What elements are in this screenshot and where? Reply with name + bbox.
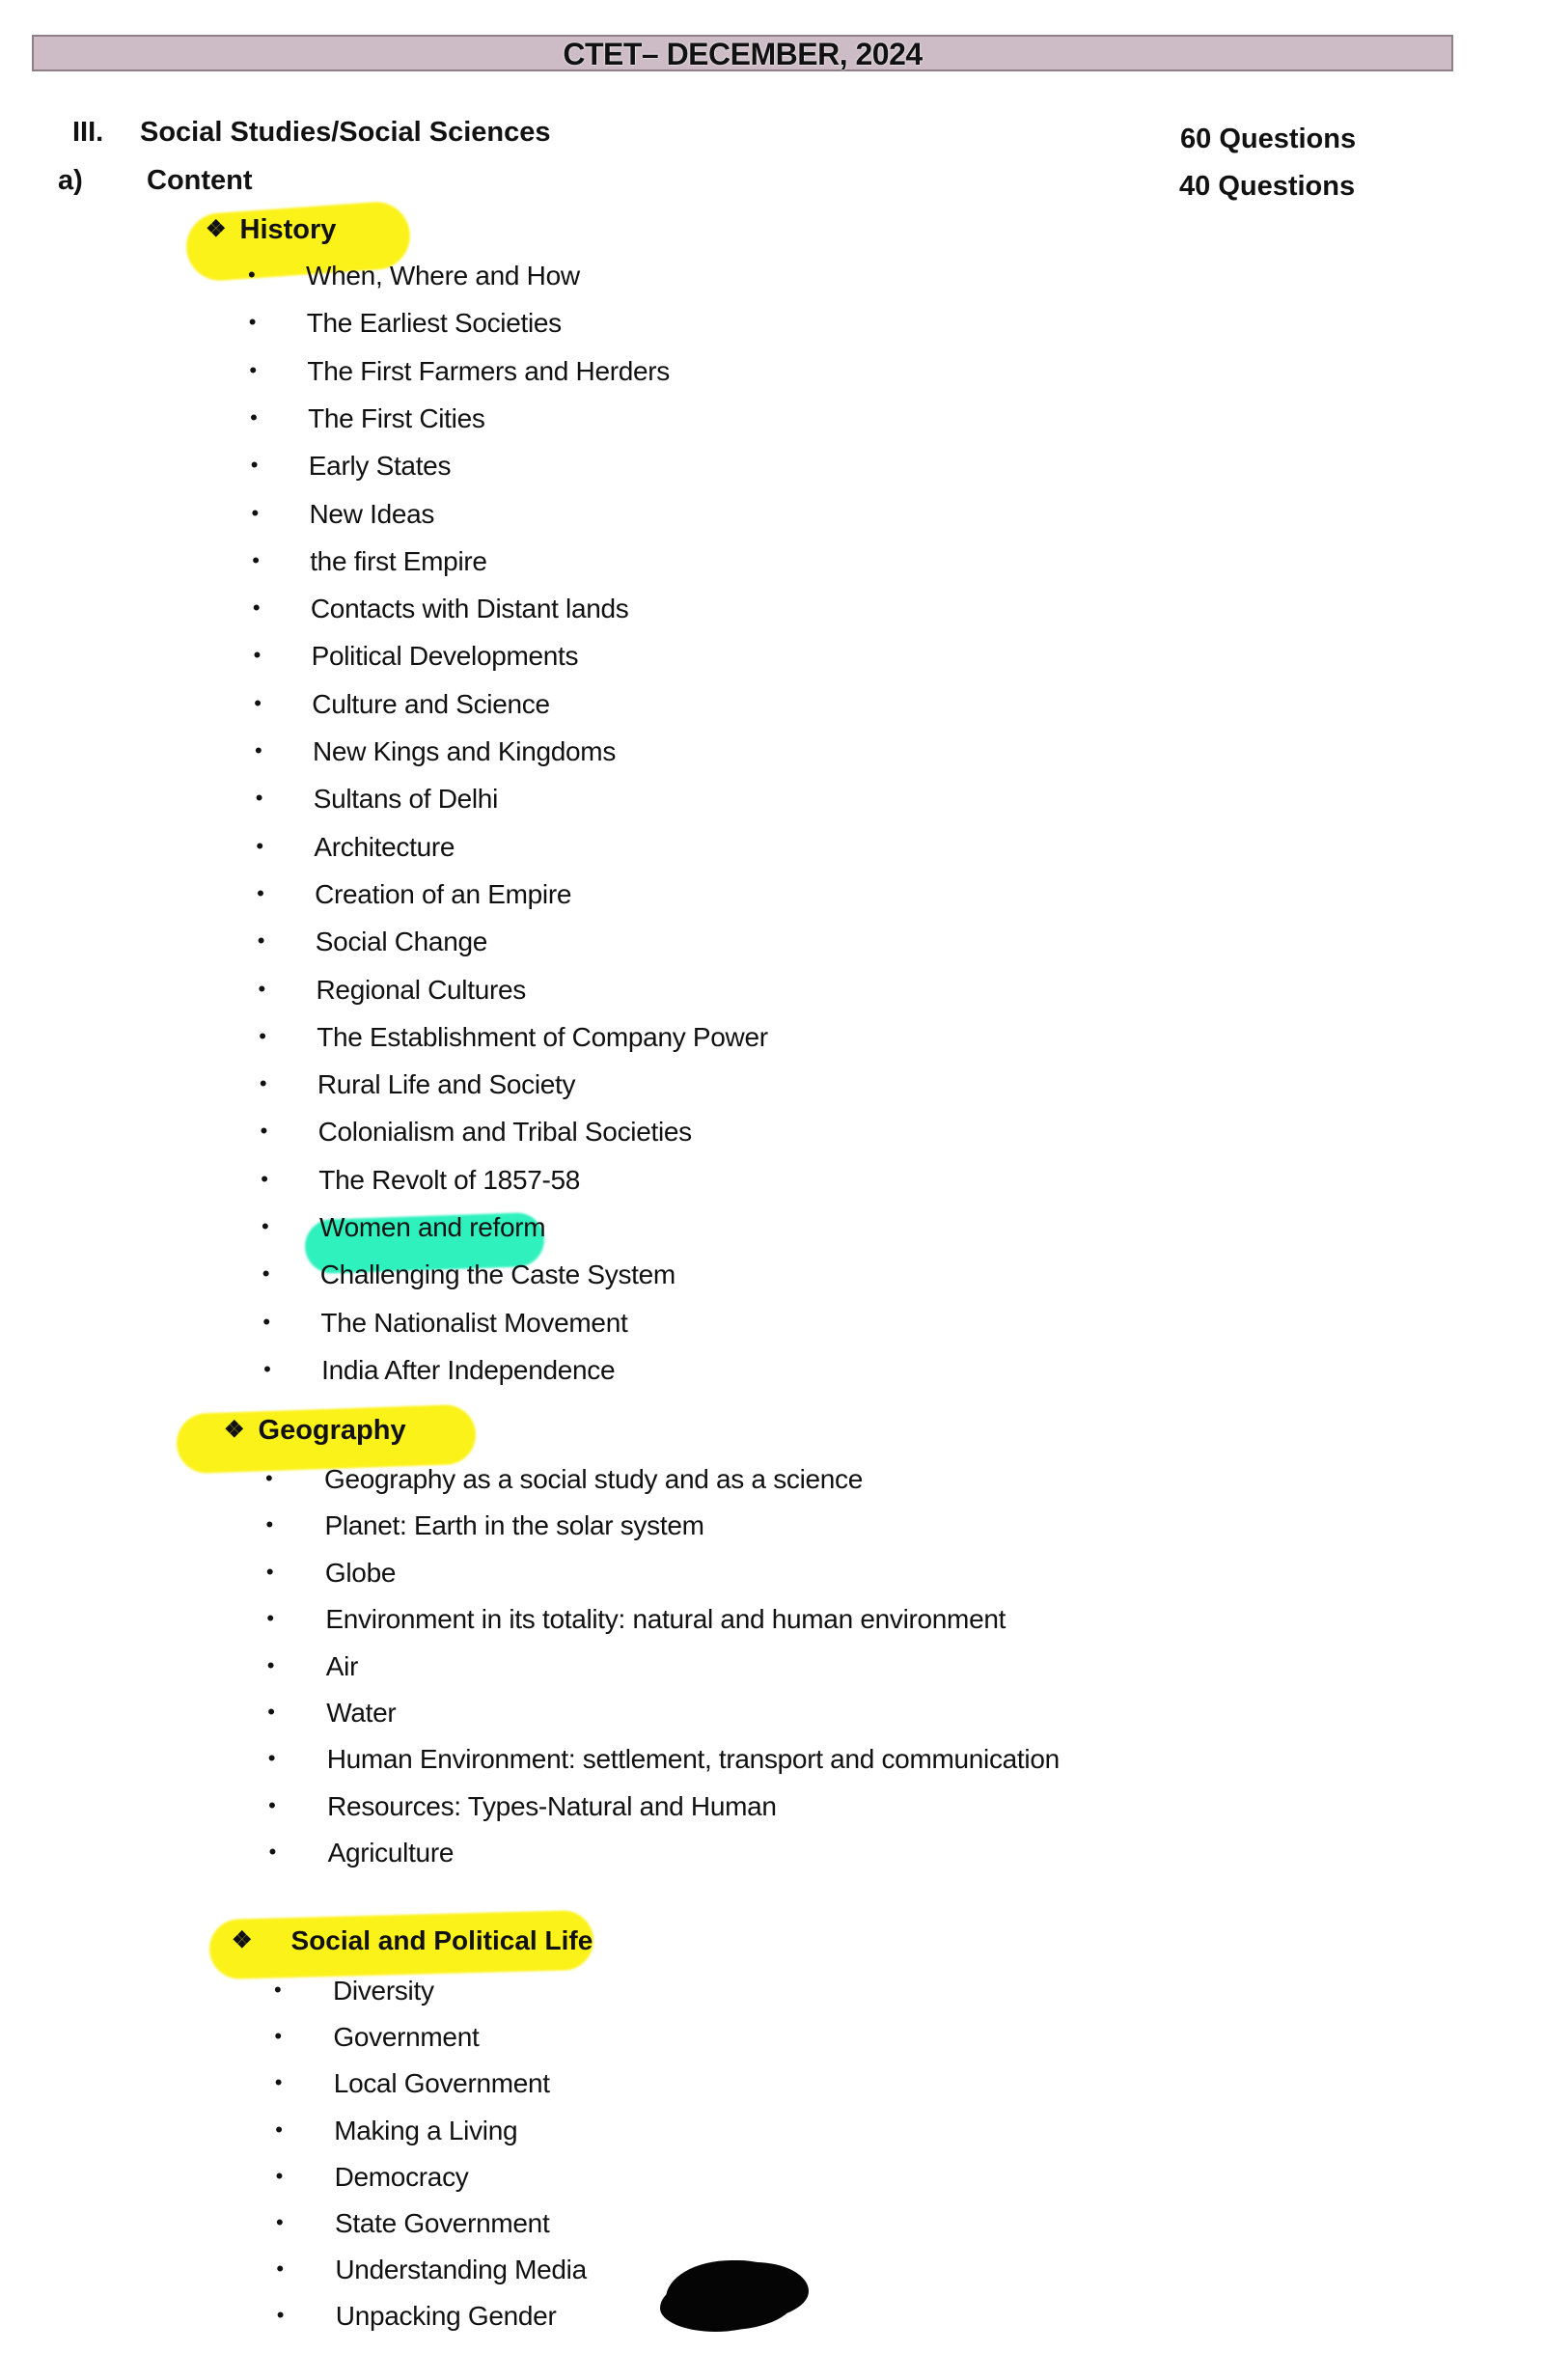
bullet-icon: • xyxy=(250,404,258,429)
list-item: Regional Cultures xyxy=(316,974,526,1005)
subsection-name: Content xyxy=(147,165,253,196)
history-heading-label: History xyxy=(239,214,337,245)
bullet-icon: • xyxy=(257,880,264,905)
bullet-icon: • xyxy=(262,1309,271,1334)
bullet-icon: • xyxy=(265,1559,274,1584)
bullet-icon: • xyxy=(253,643,262,668)
list-item: The First Farmers and Herders xyxy=(307,355,671,386)
bullet-icon: • xyxy=(274,2024,283,2049)
list-item: Human Environment: settlement, transport and communication xyxy=(326,1744,1060,1775)
list-item: the first Empire xyxy=(310,545,487,576)
page-title: CTET– DECEMBER, 2024 xyxy=(563,37,923,71)
list-item: Democracy xyxy=(334,2161,469,2192)
list-item: Air xyxy=(325,1650,359,1681)
list-item: Diversity xyxy=(333,1976,434,2006)
list-item: The Earliest Societies xyxy=(306,308,562,339)
list-item: Culture and Science xyxy=(312,688,550,719)
bullet-icon: • xyxy=(259,1023,266,1048)
bullet-icon: • xyxy=(252,595,261,621)
bullet-icon: • xyxy=(274,1978,282,2002)
geography-heading xyxy=(224,1415,406,1447)
bullet-icon: • xyxy=(268,1840,277,1865)
list-item: Women and reform xyxy=(319,1212,546,1242)
geography-heading-label: Geography xyxy=(258,1415,406,1446)
list-item: Rural Life and Society xyxy=(317,1069,576,1100)
list-item: The Nationalist Movement xyxy=(320,1307,628,1338)
bullet-icon: • xyxy=(275,2117,283,2142)
list-item: India After Independence xyxy=(321,1354,616,1385)
bullet-icon: • xyxy=(262,1261,270,1287)
bullet-icon: • xyxy=(265,1466,273,1490)
bullet-icon: • xyxy=(257,928,265,954)
bullet-icon: • xyxy=(265,1512,274,1537)
bullet-icon: • xyxy=(262,1214,269,1238)
bullet-icon: • xyxy=(249,357,258,382)
bullet-icon: • xyxy=(255,738,262,762)
bullet-icon: • xyxy=(266,1652,275,1677)
history-heading xyxy=(206,214,336,246)
list-item: Globe xyxy=(324,1557,397,1588)
bullet-icon: • xyxy=(276,2210,284,2234)
bullet-icon: • xyxy=(267,1700,275,1724)
list-item: Making a Living xyxy=(334,2115,518,2145)
social-political-heading xyxy=(232,1925,593,1956)
list-item: Unpacking Gender xyxy=(335,2301,557,2332)
list-item: Early States xyxy=(308,451,452,482)
bullet-icon: • xyxy=(255,786,263,811)
list-item: Social Change xyxy=(315,927,488,957)
bullet-icon: • xyxy=(251,500,260,525)
list-item: The Establishment of Company Power xyxy=(317,1021,768,1052)
list-item: New Ideas xyxy=(309,498,435,529)
bullet-icon: • xyxy=(276,2256,285,2282)
section-name: Social Studies/Social Sciences xyxy=(140,117,551,148)
list-item: Environment in its totality: natural and human environment xyxy=(325,1604,1006,1635)
bullet-icon: • xyxy=(256,833,264,858)
list-item: Sultans of Delhi xyxy=(313,784,498,815)
list-item: Challenging the Caste System xyxy=(319,1259,676,1290)
list-item: Colonialism and Tribal Societies xyxy=(317,1117,692,1148)
bullet-icon: • xyxy=(258,976,266,1001)
bullet-icon: • xyxy=(259,1071,267,1096)
list-item: Creation of an Empire xyxy=(315,878,572,909)
bullet-icon: • xyxy=(276,2303,285,2328)
bullet-icon: • xyxy=(274,2070,283,2095)
four-diamond-icon: ❖ xyxy=(224,1417,245,1443)
list-item: Government xyxy=(333,2022,480,2053)
list-item: Contacts with Distant lands xyxy=(310,594,629,624)
list-item: Geography as a social study and as a science xyxy=(324,1464,864,1494)
ink-blot xyxy=(666,2260,797,2330)
list-item: Political Developments xyxy=(311,641,579,672)
bullet-icon: • xyxy=(263,1356,271,1381)
list-item: State Government xyxy=(335,2208,550,2238)
title-bar xyxy=(32,35,1453,71)
bullet-icon: • xyxy=(260,1119,268,1144)
list-item: Water xyxy=(326,1698,397,1728)
social-political-heading-label: Social and Political Life xyxy=(290,1925,593,1955)
subsection-question-count: 40 Questions xyxy=(1179,171,1356,202)
bullet-icon: • xyxy=(252,547,260,572)
bullet-icon: • xyxy=(261,1166,268,1191)
bullet-icon: • xyxy=(267,1746,276,1771)
bullet-icon: • xyxy=(248,310,257,335)
list-item: The First Cities xyxy=(308,402,485,433)
bullet-icon: • xyxy=(250,453,259,478)
bullet-icon: • xyxy=(254,690,262,715)
list-item: When, Where and How xyxy=(306,261,580,291)
list-item: New Kings and Kingdoms xyxy=(313,736,617,766)
list-item: Understanding Media xyxy=(335,2255,587,2285)
list-item: The Revolt of 1857-58 xyxy=(318,1164,581,1195)
bullet-icon: • xyxy=(266,1606,275,1631)
bullet-icon: • xyxy=(275,2163,284,2188)
list-item: Planet: Earth in the solar system xyxy=(324,1510,704,1541)
bullet-icon: • xyxy=(248,263,256,287)
four-diamond-icon: ❖ xyxy=(206,216,227,242)
list-item: Architecture xyxy=(314,831,455,862)
list-item: Resources: Types-Natural and Human xyxy=(327,1790,777,1821)
subsection-letter: a) xyxy=(58,165,83,196)
bullet-icon: • xyxy=(268,1792,276,1817)
list-item: Local Government xyxy=(333,2068,550,2099)
four-diamond-icon: ❖ xyxy=(232,1927,253,1953)
section-question-count: 60 Questions xyxy=(1180,124,1357,154)
list-item: Agriculture xyxy=(327,1838,455,1868)
section-number: III. xyxy=(72,117,104,148)
